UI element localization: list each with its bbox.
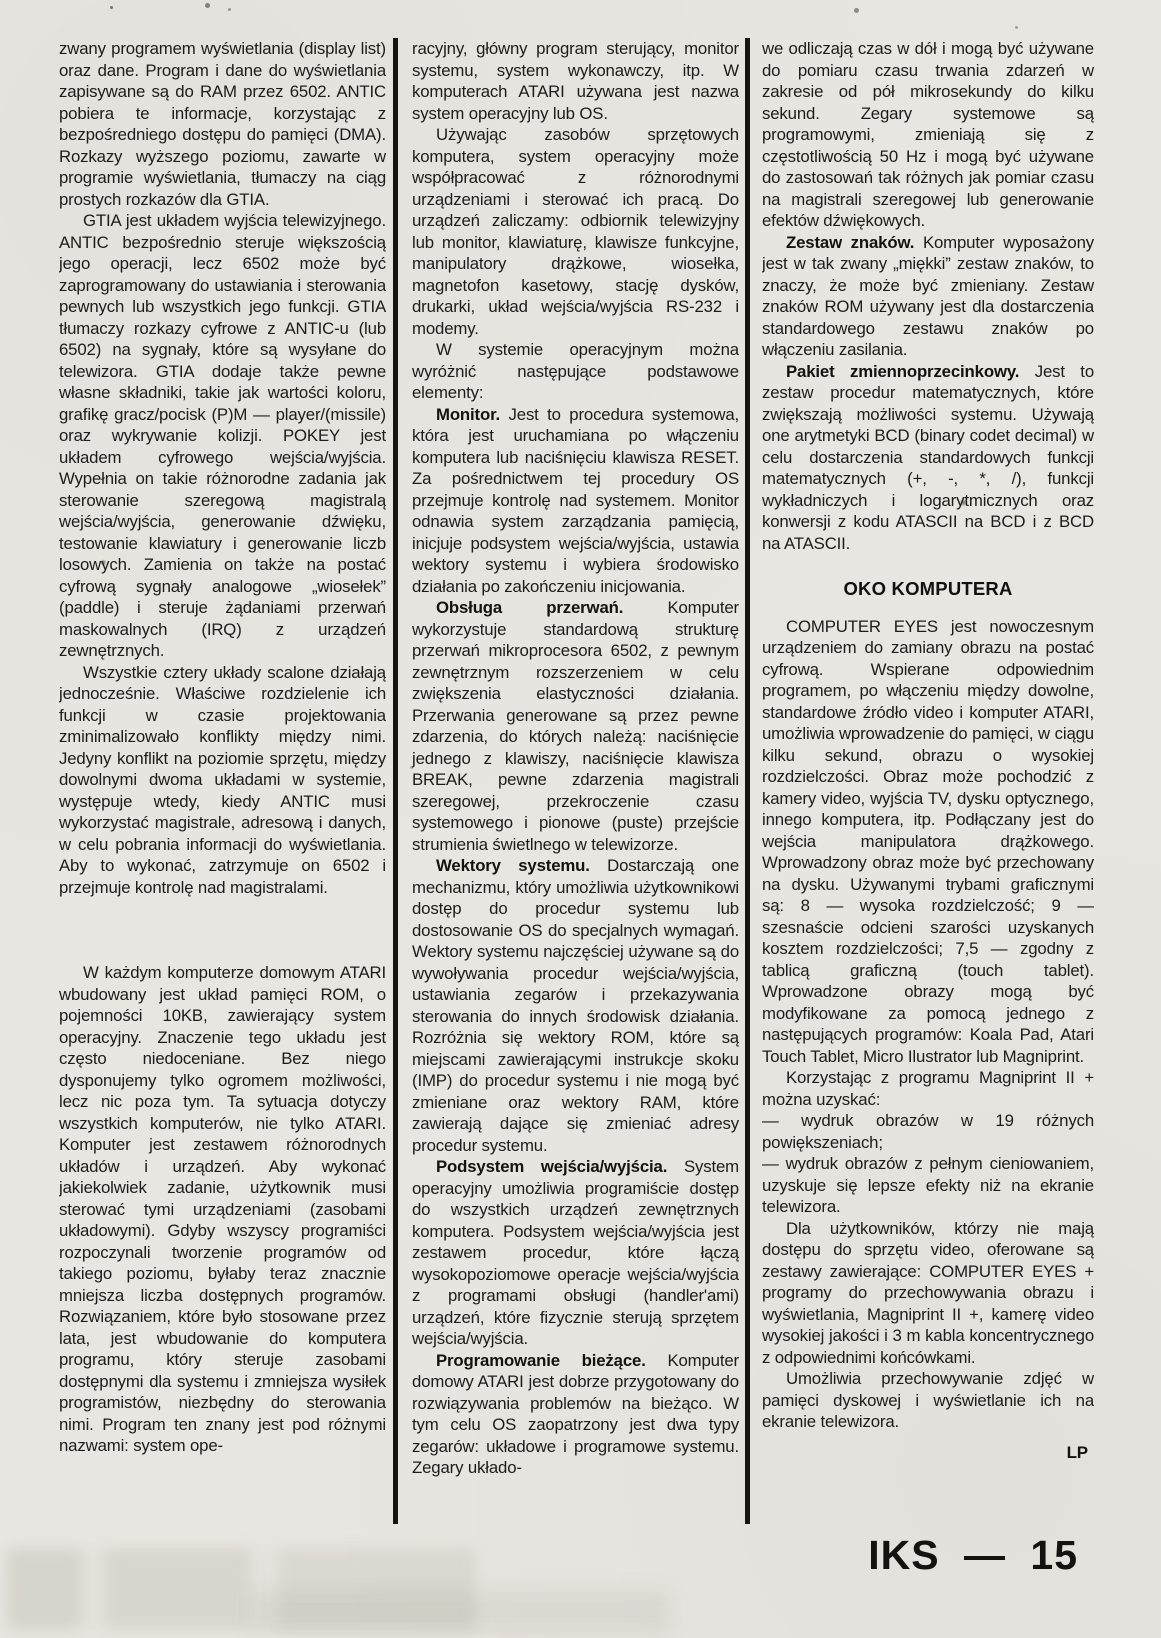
paragraph: Wszystkie cztery układy scalone działają jednocześnie. Właściwe rozdzielenie ich funkcji w czasie projektowania zminimalizowało konflikty między nimi. Jedyny konflikt na poziomie sprzętu, między dowolnymi dwoma układami w systemie, występuje wtedy, kiedy ANTIC musi wykorzystać magistrale, adresową i danych, w celu pobrania informacji do wyświetlania. Aby to wykonać, zatrzymuje on 6502 i przejmuje kontrolę nad magistralami. [59, 662, 386, 897]
paragraph: Dla użytkowników, którzy nie mają dostępu do sprzętu video, oferowane są zestawy zawierające: COMPUTER EYES + programy do przechowywania obrazu i wyświetlania, Magniprint II +, kamerę video wysokiej jakości i 3 m kabla koncentrycznego z odpowiednimi końcówkami. [762, 1218, 1094, 1367]
paragraph-lead: Programowanie bieżące. [436, 1350, 646, 1370]
paragraph [762, 232, 1094, 361]
paragraph: Używając zasobów sprzętowych komputera, system operacyjny może współpracować z różnorodnymi urządzeniami i sterować ich pracą. Do urządzeń zaliczamy: odbiornik telewizyjny lub monitor, klawiaturę, klawisze funkcyjne, manipulatory drążkowe, wiosełka, magnetofon kasetowy, stację dysków, drukarki, układ wejścia/wyjścia RS-232 i modemy. [412, 125, 739, 338]
paragraph-lead: Pakiet zmiennoprzecinkowy. [786, 361, 1020, 381]
paragraph-lead: Wektory systemu. [436, 856, 590, 875]
paragraph-text: Jest to zestaw procedur matematycznych, które zwiększają możliwości systemu. Używają one arytmetyki BCD (binary codet decimal) w celu dostarczenia standardowych funkcji matematycznych (+, -, *, /), funkcji wykładniczych i logarytmicznych oraz konwersji z kodu ATASCII na BCD i z BCD na ATASCII. [762, 361, 1094, 553]
page-number: IKS — 15 [868, 1532, 1078, 1578]
article-body [59, 38, 1094, 1530]
column-divider [393, 38, 398, 1524]
paragraph-text: Komputer wyposażony jest w tak zwany „miękki” zestaw znaków, to znaczy, że może być zmieniany. Zestaw znaków ROM używany jest dla dostarczenia standardowego zestawu znaków po włączeniu zasilania. [762, 232, 1094, 359]
paragraph: racyjny, główny program sterujący, monitor systemu, system wykonawczy, itp. W komputerach ATARI używana jest nazwa system operacyjny lub OS. [412, 39, 739, 123]
paragraph: Korzystając z programu Magniprint II + można uzyskać: [762, 1068, 1094, 1109]
paragraph [412, 1156, 739, 1350]
paragraph: Umożliwia przechowywanie zdjęć w pamięci dyskowej i wyświetlanie ich na ekranie telewizora. [762, 1369, 1094, 1431]
ink-speck [110, 6, 113, 9]
paragraph: COMPUTER EYES jest nowoczesnym urządzeniem do zamiany obrazu na postać cyfrową. Wspierane odpowiednim programem, po włączeniu między dowolne, standardowe źródło video i komputer ATARI, umożliwia wprowadzenie do pamięci, w ciągu kilku sekund, obrazu o wysokiej rozdzielczości. Obraz może pochodzić z kamery video, wyjścia TV, dysku optycznego, innego komputera, itp. Podłączany jest do wejścia manipulatora drążkowego. Wprowadzony obraz może być przechowany na dysku. Używanymi trybami graficznymi są: 8 — wysoka rozdzielczość; 9 — szesnaście odcieni szarości uzyskanych kosztem rozdzielczości; 7,5 — zgodny z tablicą graficzną (touch tablet). Wprowadzone obrazy mogą być modyfikowane za pomocą jednego z następujących programów: Koala Pad, Atari Touch Tablet, Micro Ilustrator lub Magniprint. [762, 616, 1094, 1066]
paragraph-text: System operacyjny umożliwia programiście dostęp do wszystkich urządzeń zewnętrznych komputera. Podsystem wejścia/wyjścia jest zestawem procedur, które łączą wysokopoziomowe operacje wejścia/wyjścia z programami obsługi (handler'ami) urządzeń, które fizycznie sterują sprzętem wejścia/wyjścia. [412, 1157, 739, 1348]
paragraph: W każdym komputerze domowym ATARI wbudowany jest układ pamięci ROM, o pojemności 10KB, zawierający system operacyjny. Znaczenie tego układu jest często niedoceniane. Bez niego dysponujemy tylko ogromem możliwości, lecz nic poza tym. Ta sytuacja dotyczy wszystkich komputerów, nie tylko ATARI. Komputer jest zestawem różnorodnych układów i urządzeń. Aby wykonać jakiekolwiek zadanie, użytkownik musi sterować tymi urządzeniami (zasobami układowymi). Gdyby wszyscy programiści rozpoczynali tworzenie programów od takiego poziomu, byłaby teraz znacznie mniejsza liczba dostępnych programów. Rozwiązaniem, które było stosowane przez lata, jest wbudowanie do komputera programu, który steruje zasobami dostępnymi dla systemu i zmniejsza wysiłek programistów, niezbędny do sterowania nimi. Program ten znany jest pod różnymi nazwami: system ope- [59, 963, 386, 1455]
section-heading: OKO KOMPUTERA [843, 578, 1013, 599]
paragraph: — wydruk obrazów w 19 różnych powiększeniach; [762, 1111, 1094, 1152]
paragraph-lead: Monitor. [436, 404, 501, 424]
column-1 [59, 38, 386, 1530]
paragraph [412, 404, 739, 598]
paragraph: — wydruk obrazów z pełnym cieniowaniem, uzyskuje się lepsze efekty niż na ekranie telewizora. [762, 1154, 1094, 1216]
paragraph [412, 597, 739, 855]
print-bleedthrough-artifact [250, 1590, 670, 1635]
column-divider [745, 38, 750, 1524]
paragraph [412, 855, 739, 1156]
paragraph [412, 1350, 739, 1479]
paragraph: GTIA jest układem wyjścia telewizyjnego. ANTIC bezpośrednio steruje większością jego operacji, lecz 6502 może być zaprogramowany do ustawiania i sterowania pewnych lub wszystkich jego funkcji. GTIA tłumaczy rozkazy cyfrowe z ANTIC-u (lub 6502) na sygnały, które są wysyłane do telewizora. GTIA dodaje także pewne własne składniki, takie jak wartości koloru, grafikę gracz/pocisk (P)M — player/(missile) oraz wykrywanie kolizji. POKEY jest układem cyfrowego wejścia/wyjścia. Wypełnia on takie różnorodne zadania jak sterowanie szeregową magistralą wejścia/wyjścia, generowanie dźwięku, testowanie klawiatury i generowanie liczb losowych. Zamienia on także na postać cyfrową sygnały analogowe „wiosełek” (paddle) i steruje żądaniami przerwań maskowalnych (IRQ) z urządzeń zewnętrznych. [59, 211, 386, 660]
paragraph: W systemie operacyjnym można wyróżnić następujące podstawowe elementy: [412, 340, 739, 402]
paragraph-lead: Obsługa przerwań. [436, 598, 624, 617]
paragraph-text: Komputer wykorzystuje standardową strukturę przerwań mikroprocesora 6502, z pewnym zewnętrznym rozszerzeniem w celu zwiększenia elastyczności działania. Przerwania generowane są przez pewne zdarzenia, do których należą: naciśnięcie jednego z klawiszy, naciśnięcie klawisza BREAK, pewne zdarzenia magistrali szeregowej, przekroczenie czasu systemowego i pionowe (puste) przejście strumienia świetlnego w telewizorze. [412, 598, 739, 854]
paragraph-text: Komputer domowy ATARI jest dobrze przygotowany do rozwiązywania problemów na bieżąco. W tym celu OS zaopatrzony jest dwa typy zegarów: układowe i programowe systemu. Zegary układo- [412, 1350, 739, 1477]
column-2 [412, 38, 739, 1530]
paragraph-text: Jest to procedura systemowa, która jest uruchamiana po włączeniu komputera lub naciśnięciu klawisza RESET. Za pośrednictwem tej procedury OS przejmuje kontrolę nad systemem. Monitor odnawia system zarządzania pamięcią, inicjuje podsystem wejścia/wyjścia, ustawia wektory systemu i wybiera środowisko działania po zakończeniu inicjowania. [412, 404, 739, 596]
paragraph: zwany programem wyświetlania (display list) oraz dane. Program i dane do wyświetlania zapisywane są do RAM przez 6502. ANTIC pobiera te informacje, korzystając z bezpośredniego dostępu do pamięci (DMA). Rozkazy wyższego poziomu, zawarte w programie wyświetlania, tłumaczy na ciąg prostych rozkazów dla GTIA. [59, 39, 386, 209]
paragraph [762, 361, 1094, 555]
paragraph-gap [59, 898, 386, 962]
paragraph: we odliczają czas w dół i mogą być używane do pomiaru czasu trwania zdarzeń w zakresie od pół mikrosekundy do kilku sekund. Zegary systemowe są programowymi, zmieniają się z częstotliwością 50 Hz i mogą być używane do zastosowań tak różnych jak pomiar czasu na magistrali szeregowej lub generowanie efektów dźwiękowych. [762, 39, 1094, 230]
paragraph-text: Dostarczają one mechanizmu, który umożliwia użytkownikowi dostęp do procedur systemu lub dostosowanie OS do specjalnych wymagań. Wektory systemu najczęściej używane są do wywoływania procedur wejścia/wyjścia, ustawiania zegarów i przekazywania sterowania do innych środowisk działania. Rozróżnia się wektory ROM, które są miejscami zawierającymi instrukcje skoku (IMP) do procedur systemu i nie mogą być zmieniane oraz wektory RAM, które zawierają dające się zmieniać adresy procedur systemu. [412, 856, 739, 1155]
author-initials: LP [1066, 1442, 1088, 1462]
column-3 [762, 38, 1094, 1530]
paragraph-lead: Zestaw znaków. [786, 232, 915, 252]
paragraph-lead: Podsystem wejścia/wyjścia. [436, 1157, 668, 1176]
